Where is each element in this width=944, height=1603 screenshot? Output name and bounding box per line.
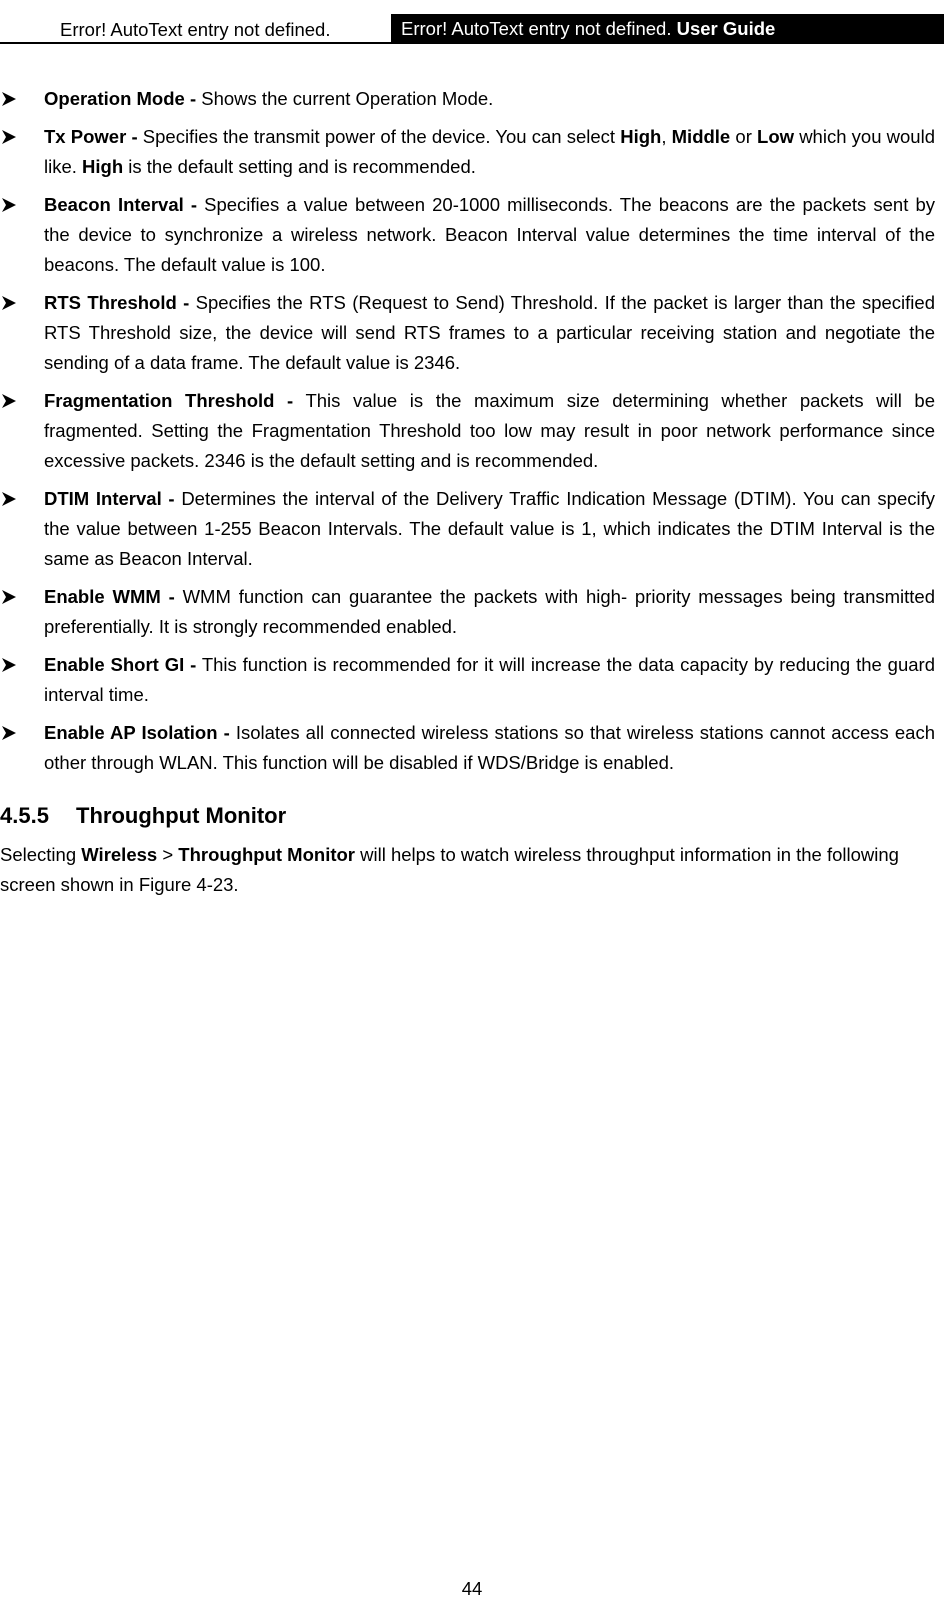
bullet-text: This function is recommended for it will increase the data capacity by reducing the guard interval time. (44, 654, 935, 705)
bullet-term: Tx Power - (44, 126, 138, 147)
bullet-beacon-interval (0, 190, 940, 280)
bullet-text: Determines the interval of the Delivery Traffic Indication Message (DTIM). You can specify the value between 1-255 Beacon Intervals. The default value is 1, which indicates the DTIM Interval is the same as Beacon Interval. (44, 488, 935, 569)
header-rule (0, 42, 391, 44)
bullet-text: which you would like. (44, 126, 935, 177)
bullet-term: Beacon Interval - (44, 194, 198, 215)
body-paragraph (0, 840, 940, 900)
option-high: High (82, 156, 124, 177)
header-right-block (391, 14, 944, 44)
header-guide-title: User Guide (676, 18, 776, 39)
bullet-term: Fragmentation Threshold - (44, 390, 294, 411)
bullet-text: Specifies the RTS (Request to Send) Threshold. If the packet is larger than the specified RTS Threshold size, the device will send RTS frames to a particular receiving station and negotiate the sending of a data frame. The default value is 2346. (44, 292, 935, 373)
paragraph-text: will helps to watch wireless throughput information in the following screen shown in Figure 4-23. (0, 844, 899, 895)
arrow-bullet-icon (0, 190, 24, 220)
bullet-text: Isolates all connected wireless stations so that wireless stations cannot access each other through WLAN. This function will be disabled if WDS/Bridge is enabled. (44, 722, 935, 773)
arrow-bullet-icon (0, 288, 24, 318)
arrow-bullet-icon (0, 84, 24, 114)
header-left-text: Error! AutoText entry not defined. (60, 19, 331, 40)
bullet-dtim-interval (0, 484, 940, 574)
option-high: High (620, 126, 662, 147)
arrow-bullet-icon (0, 650, 24, 680)
section-number: 4.5.5 (0, 803, 49, 828)
option-low: Low (757, 126, 795, 147)
bullet-term: Enable AP Isolation - (44, 722, 230, 743)
menu-throughput-monitor: Throughput Monitor (178, 844, 355, 865)
bullet-text: Specifies the transmit power of the device. You can select (137, 126, 621, 147)
arrow-bullet-icon (0, 386, 24, 416)
arrow-bullet-icon (0, 122, 24, 152)
section-heading (0, 798, 940, 834)
menu-wireless: Wireless (81, 844, 158, 865)
bullet-operation-mode (0, 84, 940, 114)
bullet-enable-ap-isolation (0, 718, 940, 778)
bullet-text: Shows the current Operation Mode. (196, 88, 494, 109)
paragraph-text: > (157, 844, 179, 865)
bullet-term: RTS Threshold - (44, 292, 190, 313)
bullet-enable-short-gi (0, 650, 940, 710)
bullet-text: is the default setting and is recommended. (123, 156, 476, 177)
arrow-bullet-icon (0, 582, 24, 612)
bullet-term: DTIM Interval - (44, 488, 175, 509)
bullet-tx-power (0, 122, 940, 182)
arrow-bullet-icon (0, 718, 24, 748)
bullet-text: or (730, 126, 758, 147)
bullet-text: This value is the maximum size determining whether packets will be fragmented. Setting the Fragmentation Threshold too low may result in poor network performance since excessive packets. 2346 is the default setting and is recommended. (44, 390, 935, 471)
bullet-enable-wmm (0, 582, 940, 642)
bullet-fragmentation-threshold (0, 386, 940, 476)
arrow-bullet-icon (0, 484, 24, 514)
page-header (0, 14, 944, 44)
section-title: Throughput Monitor (76, 803, 287, 828)
header-right-text: Error! AutoText entry not defined. (401, 18, 672, 39)
option-middle: Middle (671, 126, 731, 147)
bullet-text: Specifies a value between 20-1000 milliseconds. The beacons are the packets sent by the device to synchronize a wireless network. Beacon Interval value determines the time interval of the beacons. The default value is 100. (44, 194, 936, 275)
bullet-term: Operation Mode - (44, 88, 197, 109)
bullet-text: WMM function can guarantee the packets with high- priority messages being transmitted preferentially. It is strongly recommended enabled. (44, 586, 936, 637)
main-content (0, 84, 940, 900)
paragraph-text: Selecting (0, 844, 82, 865)
bullet-rts-threshold (0, 288, 940, 378)
page-number: 44 (461, 1578, 483, 1599)
bullet-term: Enable Short GI - (44, 654, 197, 675)
bullet-text: , (661, 126, 672, 147)
bullet-term: Enable WMM - (44, 586, 175, 607)
